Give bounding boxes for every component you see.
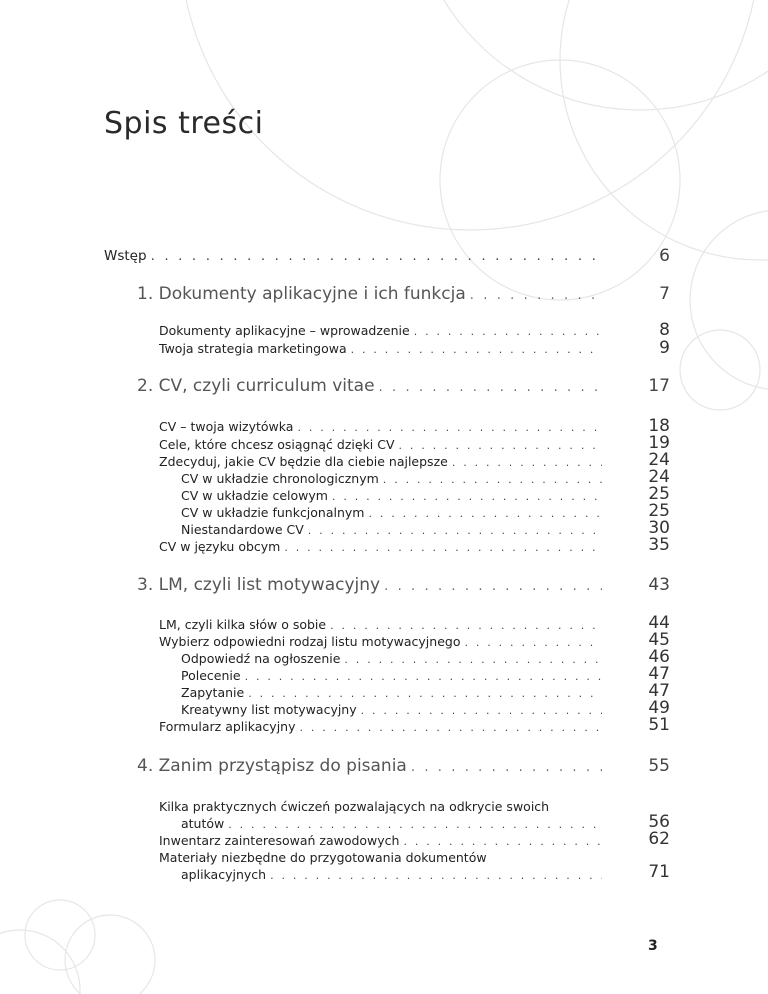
toc-page-number: 51: [648, 715, 670, 735]
toc-chapter[interactable]: [137, 756, 602, 776]
toc-entry-label: Zdecyduj, jakie CV będzie dla ciebie najlepsze: [159, 454, 448, 469]
toc-entry[interactable]: [181, 867, 602, 882]
toc-page-number: 25: [648, 501, 670, 521]
toc-page-number: 19: [648, 433, 670, 453]
toc-entry[interactable]: [181, 651, 602, 666]
toc-page-number: 24: [648, 450, 670, 470]
toc-entry-label: Kilka praktycznych ćwiczeń pozwalających na odkrycie swoich: [159, 799, 550, 814]
toc-page-number: 45: [648, 630, 670, 650]
toc-page-number: 46: [648, 647, 670, 667]
toc-entry[interactable]: [181, 522, 602, 537]
toc-entry-label: CV w układzie celowym: [181, 488, 328, 503]
toc-chapter[interactable]: [137, 376, 602, 396]
toc-entry[interactable]: [159, 799, 602, 814]
toc-page-number: 6: [659, 246, 670, 266]
toc-entry[interactable]: [181, 685, 602, 700]
page-number: 3: [648, 938, 658, 954]
toc-entry-label: Odpowiedź na ogłoszenie: [181, 651, 341, 666]
page-title: Spis treści: [104, 106, 264, 142]
toc-page-number: 7: [659, 284, 670, 304]
toc-entry-label: Wstęp: [104, 248, 147, 264]
toc-page-number: 62: [648, 829, 670, 849]
toc-entry[interactable]: [159, 539, 602, 554]
toc-entry[interactable]: [159, 833, 602, 848]
toc-entry[interactable]: [181, 471, 602, 486]
toc-page-number: 25: [648, 484, 670, 504]
toc-entry[interactable]: [181, 702, 602, 717]
toc-chapter[interactable]: [137, 575, 602, 595]
toc-entry-label: 1. Dokumenty aplikacyjne i ich funkcja: [137, 284, 466, 304]
toc-entry-label: CV w układzie funkcjonalnym: [181, 505, 365, 520]
toc-entry[interactable]: [159, 323, 602, 338]
toc-entry[interactable]: [159, 341, 602, 356]
toc-entry[interactable]: [159, 454, 602, 469]
toc-entry[interactable]: [159, 617, 602, 632]
toc-entry-label: Inwentarz zainteresowań zawodowych: [159, 833, 400, 848]
toc-page-number: 24: [648, 467, 670, 487]
toc-entry-label: Niestandardowe CV: [181, 522, 304, 537]
toc-entry[interactable]: [159, 634, 602, 649]
toc-page-number: 9: [659, 338, 670, 358]
toc-entry-label: Zapytanie: [181, 685, 245, 700]
toc-page-number: 55: [648, 756, 670, 776]
toc-page-number: 49: [648, 698, 670, 718]
toc-page-number: 56: [648, 812, 670, 832]
toc-page-number: 43: [648, 575, 670, 595]
toc-entry-label: atutów: [181, 816, 225, 831]
toc-entry-label: 3. LM, czyli list motywacyjny: [137, 575, 381, 595]
toc-entry-label: Dokumenty aplikacyjne – wprowadzenie: [159, 323, 410, 338]
toc-entry[interactable]: [159, 419, 602, 434]
toc-entry-label: Kreatywny list motywacyjny: [181, 702, 357, 717]
toc-entry[interactable]: [181, 488, 602, 503]
toc-page-number: 47: [648, 664, 670, 684]
toc-page-number: 35: [648, 535, 670, 555]
toc-entry[interactable]: [181, 816, 602, 831]
toc-entry[interactable]: [159, 719, 602, 734]
toc-page-number: 17: [648, 376, 670, 396]
toc-chapter[interactable]: [137, 284, 602, 304]
toc-entry-label: CV w języku obcym: [159, 539, 281, 554]
toc-entry-label: Twoja strategia marketingowa: [159, 341, 347, 356]
toc-entry-label: CV w układzie chronologicznym: [181, 471, 379, 486]
toc-entry[interactable]: [104, 248, 602, 264]
toc-page-number: 71: [648, 862, 670, 882]
toc-entry-label: Formularz aplikacyjny: [159, 719, 296, 734]
toc-entry[interactable]: [181, 505, 602, 520]
toc-entry-label: Polecenie: [181, 668, 241, 683]
toc-page-number: 18: [648, 416, 670, 436]
toc-entry-label: Cele, które chcesz osiągnąć dzięki CV: [159, 437, 395, 452]
toc-entry-label: aplikacyjnych: [181, 867, 267, 882]
toc-entry-label: Materiały niezbędne do przygotowania dokumentów: [159, 850, 487, 865]
toc-entry-label: 2. CV, czyli curriculum vitae: [137, 376, 375, 396]
toc-page-number: 47: [648, 681, 670, 701]
toc-page-number: 8: [659, 320, 670, 340]
toc-page-number: 44: [648, 613, 670, 633]
toc-entry-label: Wybierz odpowiedni rodzaj listu motywacyjnego: [159, 634, 461, 649]
toc-entry-label: 4. Zanim przystąpisz do pisania: [137, 756, 407, 776]
toc-entry[interactable]: [159, 437, 602, 452]
toc-entry-label: CV – twoja wizytówka: [159, 419, 294, 434]
toc-entry-label: LM, czyli kilka słów o sobie: [159, 617, 327, 632]
toc-page-number: 30: [648, 518, 670, 538]
toc-entry[interactable]: [181, 668, 602, 683]
toc-entry[interactable]: [159, 850, 602, 865]
